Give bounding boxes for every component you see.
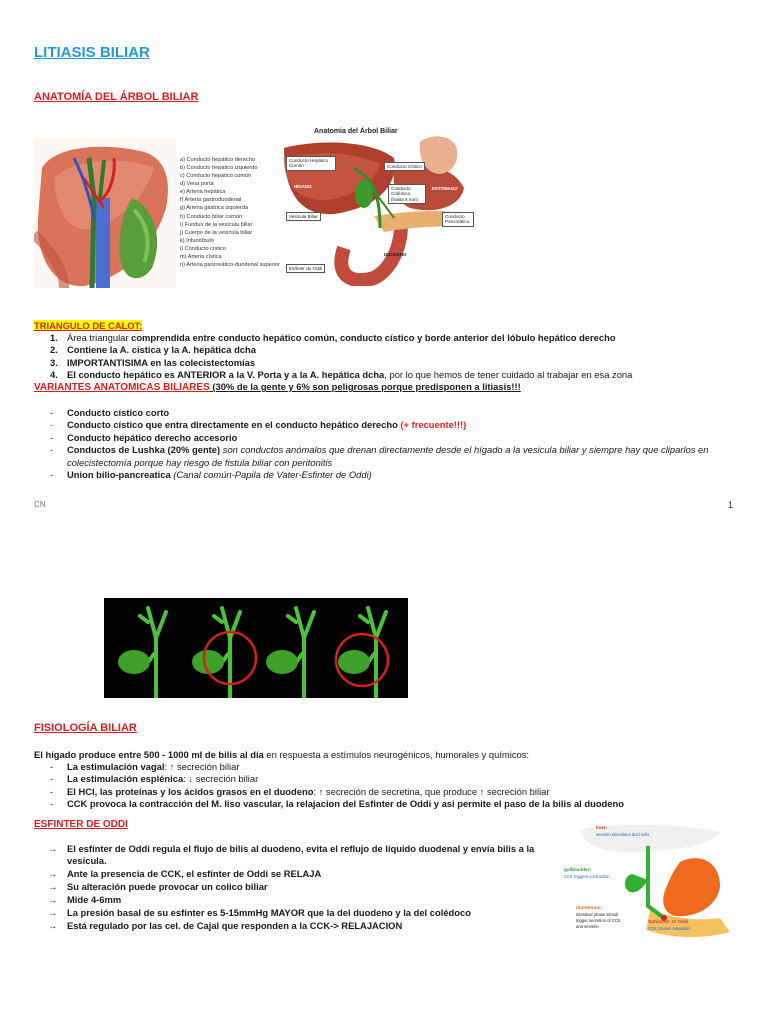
text-segment: : ↑ secreción de secretina, que produce ↑ secreción biliar bbox=[313, 785, 550, 797]
legend-item: b) Conducto hepático izquierdo bbox=[180, 165, 258, 172]
legend-item: m) Arteria cística bbox=[180, 253, 222, 260]
dash-bullet: - bbox=[50, 798, 54, 810]
variantes-list bbox=[34, 407, 740, 481]
text-segment: La estimulación esplénica bbox=[67, 773, 184, 785]
legend-item: n) Arteria pancreático-duodenal superior bbox=[180, 262, 280, 269]
anatomy-legend bbox=[180, 156, 280, 269]
oddi-diagram-duodenum-sub1: intestinal phase stimuli bbox=[576, 912, 619, 917]
legend-item: i) Fundus de la vesícula biliar bbox=[180, 221, 253, 228]
legend-item: a) Conducto hepático derecho bbox=[180, 157, 255, 163]
text-segment: Conducto cístico corto bbox=[67, 407, 170, 418]
oddi-item-text: Ante la presencia de CCK, el esfínter de Oddi se RELAJA bbox=[67, 868, 322, 880]
sphincter-oddi-diagram bbox=[560, 822, 736, 944]
biliary-tree-diagram bbox=[284, 128, 478, 286]
page-title: LITIASIS BILIAR bbox=[34, 44, 150, 61]
page-number: 1 bbox=[728, 500, 734, 510]
variante-item bbox=[34, 444, 740, 469]
footer-initials: CN bbox=[34, 500, 46, 509]
fisiologia-list bbox=[34, 761, 754, 811]
fisiologia-intro-bold: El hígado produce entre 500 - 1000 ml de bilis al día bbox=[34, 749, 264, 760]
legend-item: f) Arteria gastroduodenal bbox=[180, 197, 242, 204]
oddi-item-text: Está regulado por las cel. de Cajal que responden a la CCK-> RELAJACION bbox=[67, 920, 403, 932]
text-segment: comprendida entre conducto hepático común, conducto cístico y borde anterior del lóbulo hepático derecho bbox=[131, 332, 616, 343]
oddi-diagram-gallbladder-sub: CCK triggers contraction bbox=[564, 874, 610, 879]
text-segment: (Canal común-Papila de Vater-Esfinter de Oddi) bbox=[173, 469, 372, 481]
variantes-heading-red: VARIANTES ANATOMICAS BILIARES bbox=[34, 382, 210, 393]
text-segment: La estimulación vagal bbox=[67, 761, 165, 772]
legend-item: h) Conducto biliar común bbox=[180, 213, 243, 220]
oddi-item bbox=[34, 907, 554, 919]
oddi-item-text: La presión basal de su esfínter es 5-15mmHg MAYOR que la del duodeno y la del colédoco bbox=[67, 907, 471, 919]
dash-bullet: - bbox=[50, 407, 54, 418]
text-segment: Conducto cístico que entra directamente en el conducto hepático derecho bbox=[67, 419, 401, 431]
oddi-item-text: Su alteración puede provocar un colico biliar bbox=[67, 881, 268, 893]
oddi-item bbox=[34, 881, 554, 893]
fisiologia-intro bbox=[34, 749, 754, 761]
oddi-diagram-sphincter-sub: CCK causes relaxation bbox=[648, 926, 691, 931]
dash-bullet: - bbox=[50, 469, 54, 481]
text-segment: Union bilio-pancreatica bbox=[67, 469, 174, 481]
diagram-title: Anatomía del Árbol Biliar bbox=[314, 128, 398, 135]
list-number: 3. bbox=[50, 356, 58, 368]
dash-bullet: - bbox=[50, 419, 54, 431]
list-number: 1. bbox=[50, 332, 58, 343]
oddi-item-text: Mide 4-6mm bbox=[67, 894, 122, 906]
variante-item bbox=[34, 419, 740, 431]
label-vesicula: Vesícula Biliar bbox=[286, 212, 321, 221]
list-number: 4. bbox=[50, 369, 58, 381]
fisiologia-item bbox=[34, 786, 754, 798]
legend-item: l) Conducto cístico bbox=[180, 245, 227, 252]
arrow-bullet-icon: → bbox=[48, 920, 58, 932]
oddi-item-text: El esfínter de Oddi regula el flujo de bilis al duodeno, evita el reflujo de líquido duodenal y envía bilis a la vesícula. bbox=[67, 843, 535, 867]
gallbladder-sequence-image bbox=[104, 598, 408, 698]
legend-item: e) Arteria hepática bbox=[180, 189, 226, 196]
variantes-heading bbox=[34, 381, 754, 394]
dash-bullet: - bbox=[50, 761, 54, 772]
variante-item bbox=[34, 432, 740, 444]
legend-item: c) Conducto hepático común bbox=[180, 173, 252, 180]
legend-item: j) Cuerpo de la vesícula biliar bbox=[180, 229, 253, 236]
list-number: 2. bbox=[50, 344, 58, 356]
calot-item bbox=[34, 357, 754, 369]
calot-item bbox=[34, 369, 754, 381]
text-segment: : ↓ secreción biliar bbox=[183, 773, 259, 785]
oddi-diagram-sphincter: Sphincter of Oddi bbox=[648, 920, 689, 925]
oddi-diagram-duodenum-sub2: trigger secretion of CCK bbox=[576, 918, 621, 923]
anatomy-heading: ANATOMÍA DEL ÁRBOL BILIAR bbox=[34, 91, 199, 103]
variante-item bbox=[34, 469, 740, 481]
text-segment: Conductos de Lushka (20% gente) bbox=[67, 444, 223, 456]
calot-heading: TRIANGULO DE CALOT: bbox=[34, 320, 143, 331]
arrow-bullet-icon: → bbox=[48, 907, 58, 919]
oddi-list bbox=[34, 843, 554, 933]
variantes-heading-note: (30% de la gente y 6% son peligrosas porque predisponen a litiasis!!! bbox=[209, 381, 521, 392]
fisiologia-item bbox=[34, 761, 754, 773]
label-pancreatico: Conducto Pancreático bbox=[442, 212, 474, 227]
label-cistico: Conducto Cístico bbox=[384, 162, 425, 171]
oddi-item bbox=[34, 920, 554, 932]
legend-item: d) Vena porta bbox=[180, 181, 214, 188]
oddi-diagram-gallbladder: gallbladder: bbox=[564, 868, 592, 873]
fisiologia-item bbox=[34, 773, 754, 785]
text-segment: Área triangular bbox=[67, 332, 132, 343]
legend-item: k) Infundíbulo bbox=[180, 237, 214, 244]
arrow-bullet-icon: → bbox=[48, 881, 58, 893]
fisiologia-item bbox=[34, 798, 754, 810]
label-estomago: ESTÓMAGO bbox=[432, 186, 458, 191]
calot-item bbox=[34, 344, 754, 356]
dash-bullet: - bbox=[50, 773, 54, 785]
text-segment: (+ frecuente!!!) bbox=[400, 419, 467, 431]
text-segment: CCK provoca la contracción del M. liso vascular, la relajacion del Esfinter de Oddi y asi permite el paso de la bilis al duodeno bbox=[67, 798, 624, 810]
label-hepatico-comun: Conducto Hepático Común bbox=[286, 156, 336, 171]
text-segment: El HCl, las proteínas y los ácidos grasos en el duodeno bbox=[67, 785, 314, 797]
oddi-item bbox=[34, 894, 554, 906]
label-oddi: Esfínter de Oddi bbox=[286, 264, 325, 273]
text-segment: Contiene la A. cística y la A. hepática dcha bbox=[67, 344, 256, 356]
text-segment: Conducto hepático derecho accesorio bbox=[67, 431, 238, 443]
arrow-bullet-icon: → bbox=[48, 843, 58, 854]
oddi-diagram-duodenum-sub3: and secretin bbox=[576, 924, 599, 929]
calot-list bbox=[34, 332, 754, 382]
variante-item bbox=[34, 407, 740, 419]
liver-anatomy-illustration bbox=[34, 138, 176, 288]
oddi-item bbox=[34, 868, 554, 880]
oddi-diagram-duodenum: duodenum: bbox=[576, 906, 603, 911]
oddi-item bbox=[34, 843, 554, 868]
oddi-diagram-liver-sub: secretin stimulates duct cells bbox=[596, 832, 650, 837]
dash-bullet: - bbox=[50, 431, 54, 443]
legend-item: g) Arteria gástrica izquierda bbox=[180, 205, 249, 212]
arrow-bullet-icon: → bbox=[48, 894, 58, 906]
dash-bullet: - bbox=[50, 785, 54, 797]
text-segment: son conductos anómalos que drenan directamente desde el hígado a la vesicula biliar y siempre hay que cliparlos en colecistectomía porque hay riesgo de fistula biliar con peritonitis bbox=[67, 444, 709, 468]
oddi-heading: ESFINTER DE ODDI bbox=[34, 819, 128, 830]
oddi-diagram-liver: liver: bbox=[596, 826, 608, 831]
text-segment: , por lo que hemos de tener cuidado al trabajar en esa zona bbox=[384, 369, 633, 381]
fisiologia-heading: FISIOLOGÍA BILIAR bbox=[34, 722, 137, 734]
text-segment: El conducto hepático es ANTERIOR a la V. Porta y a la A. hepática dcha bbox=[67, 369, 385, 381]
label-coledoco: Conducto Colédoco (hasta 6 mm) bbox=[388, 184, 426, 204]
label-higado: HÍGADO bbox=[294, 184, 312, 189]
text-segment: : ↑ secreción biliar bbox=[164, 761, 240, 772]
fisiologia-intro-rest: en respuesta a estímulos neurogénicos, humorales y químicos: bbox=[263, 749, 530, 760]
label-duodeno: DUODENO bbox=[384, 252, 407, 257]
arrow-bullet-icon: → bbox=[48, 868, 58, 880]
text-segment: IMPORTANTISIMA en las colecistectomías bbox=[67, 356, 256, 368]
dash-bullet: - bbox=[50, 444, 54, 456]
calot-item bbox=[34, 332, 754, 344]
